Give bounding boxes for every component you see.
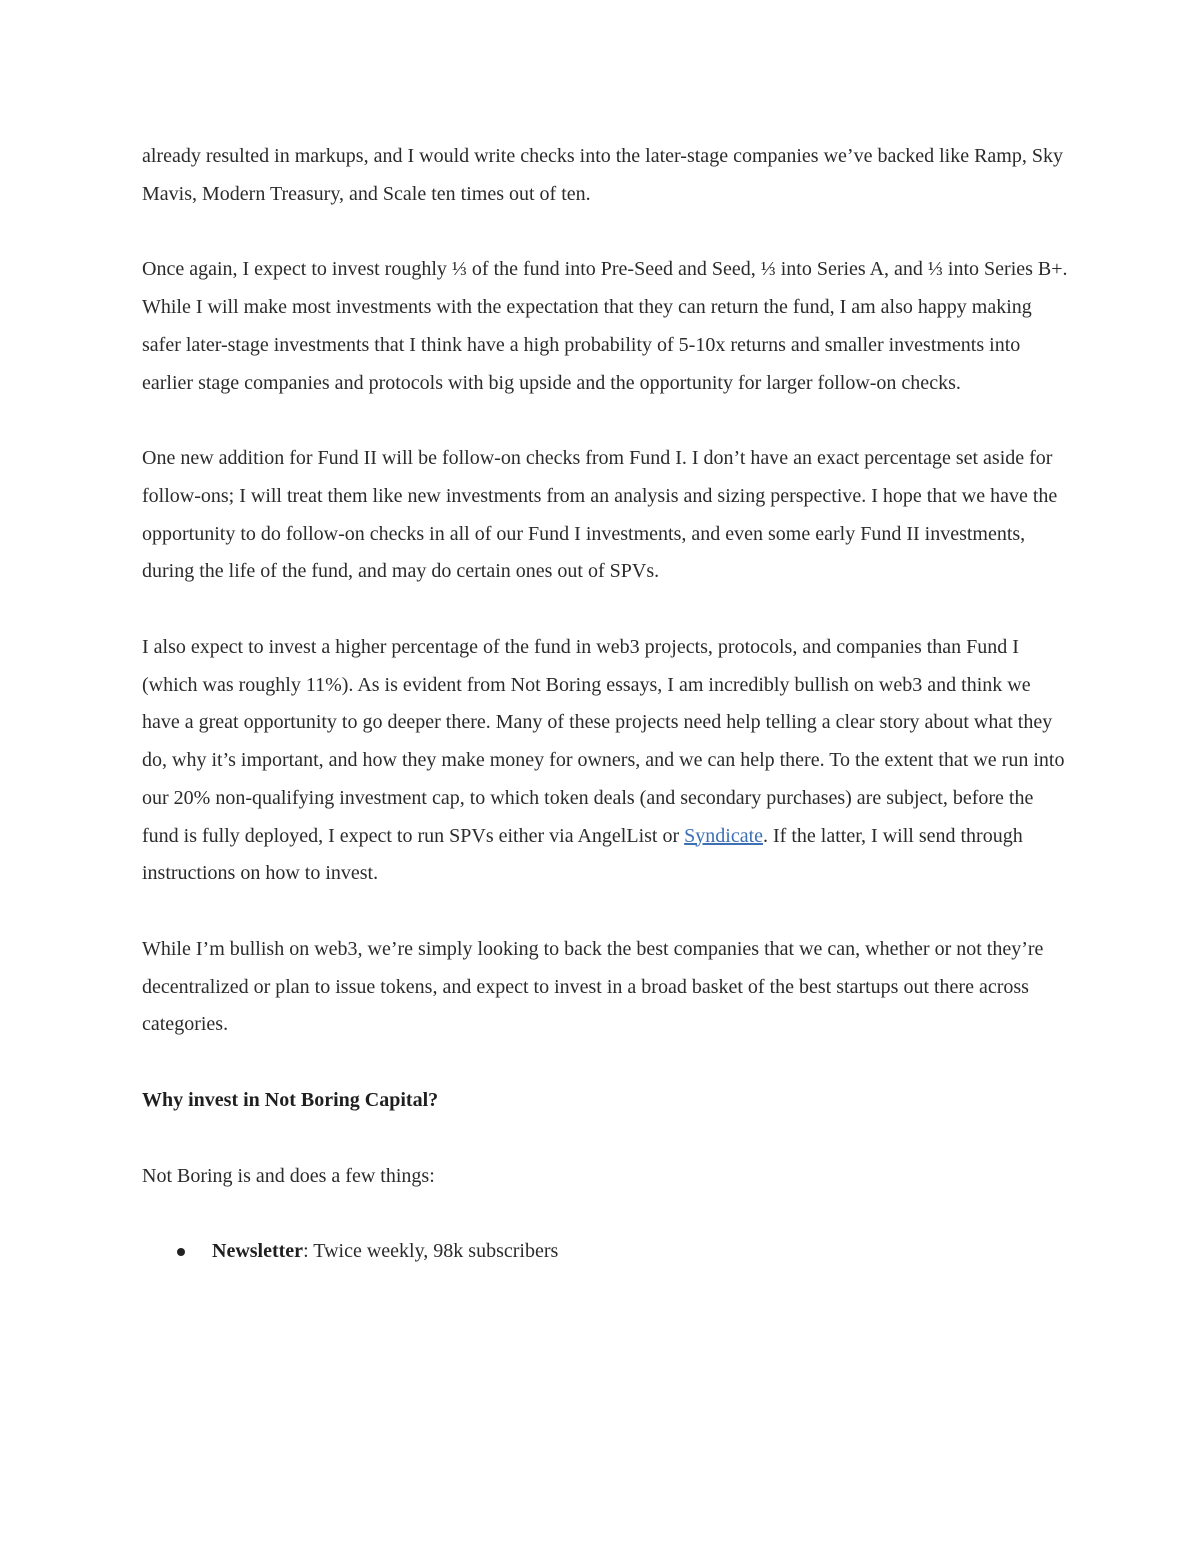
- document-body: [142, 138, 1072, 1271]
- section-intro: Not Boring is and does a few things:: [142, 1164, 435, 1187]
- paragraph-allocation: Once again, I expect to invest roughly ⅓ of the fund into Pre-Seed and Seed, ⅓ into Series A, and ⅓ into Series B+. While I will make most investments with the expectation that they can return the fund, I am also happy making safer later-stage investments that I think have a high probability of 5-10x returns and smaller investments into earlier stage companies and protocols with big upside and the opportunity for larger follow-on checks.: [142, 258, 1068, 394]
- bullet-label: Newsletter: [212, 1240, 304, 1263]
- paragraph-closing: While I’m bullish on web3, we’re simply looking to back the best companies that we can, whether or not they’re decentralized or plan to issue tokens, and expect to invest in a broad basket of the best startups out there across categories.: [142, 937, 1044, 1036]
- bullet-list: [142, 1233, 1072, 1271]
- paragraph-web3: [142, 629, 1072, 893]
- bullet-icon: [177, 1248, 185, 1256]
- syndicate-link[interactable]: Syndicate: [684, 824, 764, 847]
- web3-text-before-link: I also expect to invest a higher percentage of the fund in web3 projects, protocols, and companies than Fund I (which was roughly 11%). As is evident from Not Boring essays, I am incredibly bullish on web3 and think we have a great opportunity to go deeper there. Many of these projects need help telling a clear story about what they do, why it’s important, and how they make money for owners, and we can help there. To the extent that we run into our 20% non-qualifying investment cap, to which token deals (and secondary purchases) are subject, before the fund is fully deployed, I expect to run SPVs either via AngelList or: [142, 636, 1065, 847]
- list-item: [212, 1233, 1072, 1271]
- bullet-text: : Twice weekly, 98k subscribers: [303, 1240, 559, 1263]
- section-heading: Why invest in Not Boring Capital?: [142, 1089, 439, 1112]
- paragraph-follow-on: One new addition for Fund II will be follow-on checks from Fund I. I don’t have an exact percentage set aside for follow-ons; I will treat them like new investments from an analysis and sizing perspective. I hope that we have the opportunity to do follow-on checks in all of our Fund I investments, and even some early Fund II investments, during the life of the fund, and may do certain ones out of SPVs.: [142, 447, 1058, 583]
- paragraph-markups: already resulted in markups, and I would write checks into the later-stage companies we’ve backed like Ramp, Sky Mavis, Modern Treasury, and Scale ten times out of ten.: [142, 145, 1063, 205]
- web3-text-after-link: . If the latter, I will send through instructions on how to invest.: [142, 824, 1023, 885]
